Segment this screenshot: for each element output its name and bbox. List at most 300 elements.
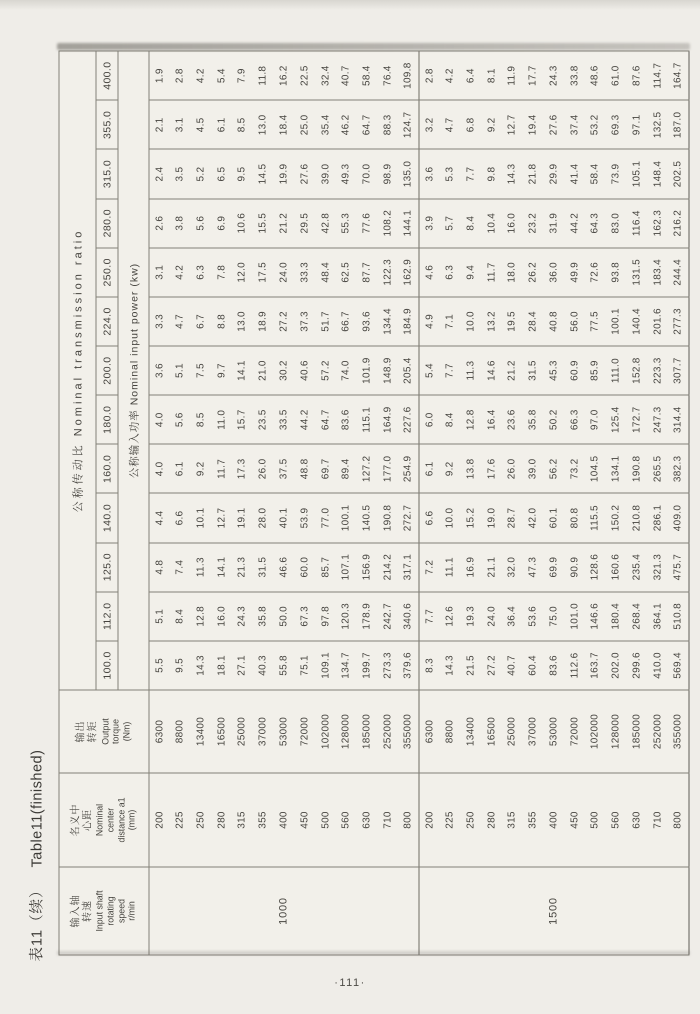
center-distance-cell: 225	[169, 773, 190, 867]
input-power-cell: 4.2	[169, 247, 190, 296]
center-distance-cell: 225	[439, 773, 460, 867]
input-power-cell: 28.0	[252, 493, 273, 542]
input-power-cell: 273.3	[377, 640, 398, 689]
input-power-cell: 2.4	[149, 149, 170, 198]
input-power-cell: 199.7	[356, 640, 377, 689]
input-power-cell: 72.6	[585, 247, 606, 296]
input-power-cell: 144.1	[398, 198, 419, 247]
input-power-cell: 242.7	[377, 591, 398, 640]
table-row	[356, 51, 377, 955]
table-row	[502, 51, 523, 955]
input-power-cell: 111.0	[605, 346, 626, 395]
table-row	[543, 51, 564, 955]
input-power-cell: 97.0	[585, 395, 606, 444]
ratio-group-header-en: Nominal transmission ratio	[72, 228, 84, 436]
input-power-cell: 14.1	[232, 346, 253, 395]
header-line: Input shaft	[94, 889, 105, 932]
input-power-cell: 104.5	[585, 444, 606, 493]
output-torque-cell: 185000	[626, 690, 647, 773]
input-power-cell: 12.6	[439, 591, 460, 640]
input-power-cell: 18.0	[502, 247, 523, 296]
input-power-cell: 101.9	[356, 346, 377, 395]
center-distance-cell: 450	[564, 773, 585, 867]
input-power-cell: 35.8	[522, 395, 543, 444]
power-group-header-en: Nominal input power (kw)	[127, 262, 140, 405]
input-power-cell: 277.3	[668, 296, 689, 345]
input-power-cell: 4.7	[169, 296, 190, 345]
input-power-cell: 66.7	[335, 296, 356, 345]
input-power-cell: 2.1	[149, 100, 170, 149]
input-power-cell: 6.6	[418, 493, 439, 542]
input-power-cell: 23.2	[522, 198, 543, 247]
output-torque-cell: 13400	[190, 690, 211, 773]
input-power-cell: 247.3	[647, 395, 668, 444]
center-distance-cell: 800	[398, 773, 419, 867]
input-power-cell: 18.1	[211, 640, 232, 689]
input-power-cell: 19.5	[502, 296, 523, 345]
center-distance-cell: 630	[626, 773, 647, 867]
input-power-cell: 10.4	[481, 198, 502, 247]
output-torque-cell: 8800	[169, 690, 190, 773]
input-power-cell: 60.9	[564, 346, 585, 395]
input-power-cell: 24.0	[273, 247, 294, 296]
input-power-cell: 7.7	[439, 346, 460, 395]
input-power-cell: 124.7	[398, 100, 419, 149]
input-power-cell: 13.0	[252, 100, 273, 149]
input-power-cell: 134.4	[377, 296, 398, 345]
input-power-cell: 364.1	[647, 591, 668, 640]
center-distance-cell: 800	[668, 773, 689, 867]
input-power-cell: 39.0	[315, 149, 336, 198]
center-distance-cell: 450	[294, 773, 315, 867]
input-power-cell: 90.9	[564, 542, 585, 591]
center-distance-cell: 250	[190, 773, 211, 867]
center-distance-cell: 630	[356, 773, 377, 867]
input-power-cell: 9.5	[232, 149, 253, 198]
ratio-header-cell: 112.0	[96, 591, 118, 640]
input-power-cell: 31.5	[522, 346, 543, 395]
input-power-cell: 40.6	[294, 346, 315, 395]
input-power-cell: 15.5	[252, 198, 273, 247]
input-power-cell: 36.0	[543, 247, 564, 296]
input-power-cell: 4.4	[149, 493, 170, 542]
input-power-cell: 27.2	[273, 296, 294, 345]
input-power-cell: 35.4	[315, 100, 336, 149]
output-torque-cell: 355000	[668, 690, 689, 773]
input-power-cell: 24.3	[232, 591, 253, 640]
input-power-cell: 9.5	[169, 640, 190, 689]
input-power-cell: 60.0	[294, 542, 315, 591]
center-distance-cell: 315	[502, 773, 523, 867]
input-power-cell: 7.7	[418, 591, 439, 640]
input-power-cell: 162.3	[647, 198, 668, 247]
header-line: 心距	[82, 808, 94, 831]
input-power-cell: 50.0	[273, 591, 294, 640]
input-power-cell: 5.4	[211, 51, 232, 100]
input-power-cell: 183.4	[647, 247, 668, 296]
input-power-cell: 379.6	[398, 640, 419, 689]
input-power-cell: 122.3	[377, 247, 398, 296]
input-power-cell: 97.8	[315, 591, 336, 640]
input-power-cell: 254.9	[398, 444, 419, 493]
output-torque-cell: 6300	[418, 690, 439, 773]
header-line: 转速	[82, 899, 94, 922]
table-row	[398, 51, 419, 955]
table-row	[335, 51, 356, 955]
input-power-cell: 93.6	[356, 296, 377, 345]
input-power-cell: 202.0	[605, 640, 626, 689]
input-power-cell: 4.9	[418, 296, 439, 345]
table-row	[169, 51, 190, 955]
input-power-cell: 77.5	[585, 296, 606, 345]
header-row-groups	[59, 51, 96, 955]
input-power-cell: 48.8	[294, 444, 315, 493]
input-power-cell: 132.5	[647, 100, 668, 149]
center-distance-cell: 500	[585, 773, 606, 867]
caption-english: Table11(finished)	[29, 749, 45, 867]
input-power-cell: 4.7	[439, 100, 460, 149]
input-power-cell: 31.9	[543, 198, 564, 247]
input-power-cell: 268.4	[626, 591, 647, 640]
output-torque-cell: 16500	[211, 690, 232, 773]
input-power-cell: 7.7	[460, 149, 481, 198]
input-power-cell: 265.5	[647, 444, 668, 493]
input-power-cell: 8.1	[481, 51, 502, 100]
ratio-header-cell: 200.0	[96, 346, 118, 395]
input-power-cell: 32.4	[315, 51, 336, 100]
input-power-cell: 40.1	[273, 493, 294, 542]
input-power-cell: 148.9	[377, 346, 398, 395]
header-line: 输出	[75, 720, 87, 742]
input-power-cell: 8.4	[460, 198, 481, 247]
input-power-cell: 37.4	[564, 100, 585, 149]
input-power-cell: 26.0	[252, 444, 273, 493]
input-power-cell: 21.1	[481, 542, 502, 591]
input-speed-cell: 1500	[418, 867, 688, 955]
table-row	[149, 51, 170, 955]
input-power-cell: 4.0	[149, 395, 170, 444]
input-power-cell: 10.0	[439, 493, 460, 542]
input-power-cell: 87.7	[356, 247, 377, 296]
input-power-cell: 93.8	[605, 247, 626, 296]
center-distance-cell: 500	[315, 773, 336, 867]
input-power-cell: 107.1	[335, 542, 356, 591]
input-power-cell: 53.9	[294, 493, 315, 542]
input-power-cell: 53.2	[585, 100, 606, 149]
input-power-cell: 5.6	[169, 395, 190, 444]
ratio-header-cell: 355.0	[96, 100, 118, 149]
input-power-cell: 75.1	[294, 640, 315, 689]
center-distance-cell: 710	[647, 773, 668, 867]
input-power-cell: 127.2	[356, 444, 377, 493]
input-power-cell: 55.8	[273, 640, 294, 689]
input-power-cell: 6.8	[460, 100, 481, 149]
input-power-cell: 4.8	[149, 542, 170, 591]
input-power-cell: 317.1	[398, 542, 419, 591]
input-power-cell: 7.9	[232, 51, 253, 100]
input-power-cell: 4.0	[149, 444, 170, 493]
input-power-cell: 108.2	[377, 198, 398, 247]
input-power-cell: 67.3	[294, 591, 315, 640]
input-power-cell: 12.7	[502, 100, 523, 149]
input-power-cell: 4.5	[190, 100, 211, 149]
input-power-cell: 5.3	[439, 149, 460, 198]
input-power-cell: 8.5	[232, 100, 253, 149]
input-power-cell: 205.4	[398, 346, 419, 395]
input-power-cell: 18.9	[252, 296, 273, 345]
input-power-cell: 17.6	[481, 444, 502, 493]
input-power-cell: 6.5	[211, 149, 232, 198]
input-power-cell: 109.8	[398, 51, 419, 100]
input-power-cell: 27.2	[481, 640, 502, 689]
input-power-cell: 69.3	[605, 100, 626, 149]
center-distance-cell: 355	[522, 773, 543, 867]
header-line: 名义中	[69, 803, 81, 836]
header-line: center	[104, 807, 115, 832]
input-power-cell: 115.5	[585, 493, 606, 542]
input-power-cell: 5.6	[190, 198, 211, 247]
caption-chinese: 表11（续）	[29, 881, 45, 961]
input-power-cell: 36.4	[502, 591, 523, 640]
input-power-cell: 12.7	[211, 493, 232, 542]
input-power-cell: 100.1	[605, 296, 626, 345]
input-power-cell: 2.8	[418, 51, 439, 100]
output-torque-cell: 25000	[232, 690, 253, 773]
input-power-cell: 307.7	[668, 346, 689, 395]
input-power-cell: 9.4	[460, 247, 481, 296]
input-power-cell: 41.4	[564, 149, 585, 198]
input-power-cell: 73.9	[605, 149, 626, 198]
input-power-cell: 11.8	[252, 51, 273, 100]
center-distance-cell: 400	[543, 773, 564, 867]
input-power-cell: 21.2	[273, 198, 294, 247]
input-power-cell: 46.2	[335, 100, 356, 149]
input-power-cell: 201.6	[647, 296, 668, 345]
output-torque-cell: 8800	[439, 690, 460, 773]
input-power-cell: 24.3	[543, 51, 564, 100]
input-power-cell: 116.4	[626, 198, 647, 247]
input-power-cell: 37.3	[294, 296, 315, 345]
input-power-cell: 48.4	[315, 247, 336, 296]
center-distance-cell: 710	[377, 773, 398, 867]
output-torque-cell: 128000	[605, 690, 626, 773]
input-power-cell: 105.1	[626, 149, 647, 198]
input-power-cell: 40.7	[335, 51, 356, 100]
center-distance-cell: 560	[605, 773, 626, 867]
input-power-cell: 1.9	[149, 51, 170, 100]
input-power-cell: 7.4	[169, 542, 190, 591]
input-power-cell: 156.9	[356, 542, 377, 591]
input-power-cell: 14.3	[502, 149, 523, 198]
input-power-cell: 17.5	[252, 247, 273, 296]
input-power-cell: 23.6	[502, 395, 523, 444]
input-power-cell: 33.8	[564, 51, 585, 100]
output-torque-cell: 185000	[356, 690, 377, 773]
input-power-cell: 49.9	[564, 247, 585, 296]
power-group-header-zh: 公称输入功率	[127, 408, 140, 478]
table-row	[439, 51, 460, 955]
input-power-cell: 164.9	[377, 395, 398, 444]
input-power-cell: 85.9	[585, 346, 606, 395]
input-power-cell: 21.3	[232, 542, 253, 591]
header-line: 转矩	[87, 720, 99, 742]
input-power-cell: 33.3	[294, 247, 315, 296]
input-power-cell: 85.7	[315, 542, 336, 591]
input-power-cell: 15.2	[460, 493, 481, 542]
input-power-cell: 3.9	[418, 198, 439, 247]
input-power-cell: 410.0	[647, 640, 668, 689]
input-power-cell: 32.0	[502, 542, 523, 591]
input-power-cell: 60.1	[543, 493, 564, 542]
input-power-cell: 42.0	[522, 493, 543, 542]
input-power-cell: 3.6	[149, 346, 170, 395]
ratio-header-cell: 180.0	[96, 395, 118, 444]
input-power-cell: 70.0	[356, 149, 377, 198]
input-power-cell: 6.6	[169, 493, 190, 542]
input-power-cell: 53.6	[522, 591, 543, 640]
input-power-cell: 74.0	[335, 346, 356, 395]
input-power-cell: 4.2	[190, 51, 211, 100]
header-line: Output	[99, 717, 110, 745]
input-power-cell: 15.7	[232, 395, 253, 444]
input-power-cell: 7.5	[190, 346, 211, 395]
input-power-cell: 8.8	[211, 296, 232, 345]
input-power-cell: 109.1	[315, 640, 336, 689]
input-power-cell: 4.2	[439, 51, 460, 100]
input-power-cell: 6.0	[418, 395, 439, 444]
output-torque-column-header	[59, 690, 149, 773]
input-power-cell: 61.0	[605, 51, 626, 100]
input-power-cell: 11.7	[481, 247, 502, 296]
input-power-cell: 180.4	[605, 591, 626, 640]
input-power-cell: 88.3	[377, 100, 398, 149]
table-row	[377, 51, 398, 955]
input-power-cell: 47.3	[522, 542, 543, 591]
center-distance-cell: 200	[418, 773, 439, 867]
center-distance-column-header	[59, 773, 149, 867]
input-power-cell: 214.2	[377, 542, 398, 591]
input-power-cell: 128.6	[585, 542, 606, 591]
input-power-cell: 148.4	[647, 149, 668, 198]
input-power-cell: 21.0	[252, 346, 273, 395]
input-power-cell: 45.3	[543, 346, 564, 395]
input-power-cell: 3.6	[418, 149, 439, 198]
input-power-cell: 14.3	[190, 640, 211, 689]
input-power-cell: 272.7	[398, 493, 419, 542]
output-torque-cell: 102000	[315, 690, 336, 773]
table-row	[605, 51, 626, 955]
input-power-cell: 29.9	[543, 149, 564, 198]
input-power-cell: 6.9	[211, 198, 232, 247]
input-power-cell: 23.5	[252, 395, 273, 444]
input-power-cell: 39.0	[522, 444, 543, 493]
input-power-cell: 299.6	[626, 640, 647, 689]
table-body	[149, 51, 689, 955]
output-torque-cell: 252000	[377, 690, 398, 773]
input-power-cell: 62.5	[335, 247, 356, 296]
input-power-cell: 187.0	[668, 100, 689, 149]
input-power-cell: 286.1	[647, 493, 668, 542]
input-power-cell: 28.4	[522, 296, 543, 345]
input-power-cell: 76.4	[377, 51, 398, 100]
input-power-cell: 48.6	[585, 51, 606, 100]
header-line: rotating	[104, 895, 115, 926]
center-distance-cell: 250	[460, 773, 481, 867]
input-power-cell: 12.8	[190, 591, 211, 640]
input-power-cell: 16.4	[481, 395, 502, 444]
input-power-cell: 17.3	[232, 444, 253, 493]
input-power-cell: 112.6	[564, 640, 585, 689]
input-power-cell: 16.0	[502, 198, 523, 247]
input-power-cell: 19.0	[481, 493, 502, 542]
input-power-cell: 28.7	[502, 493, 523, 542]
input-power-cell: 6.7	[190, 296, 211, 345]
input-power-cell: 163.7	[585, 640, 606, 689]
input-power-cell: 40.8	[543, 296, 564, 345]
output-torque-cell: 53000	[273, 690, 294, 773]
input-power-cell: 6.3	[190, 247, 211, 296]
header-line: speed	[115, 898, 126, 923]
input-power-cell: 27.1	[232, 640, 253, 689]
input-power-cell: 216.2	[668, 198, 689, 247]
input-power-cell: 510.8	[668, 591, 689, 640]
input-power-cell: 6.3	[439, 247, 460, 296]
input-power-cell: 58.4	[585, 149, 606, 198]
input-power-cell: 164.7	[668, 51, 689, 100]
input-power-cell: 14.1	[211, 542, 232, 591]
table-row	[647, 51, 668, 955]
input-power-cell: 11.9	[502, 51, 523, 100]
output-torque-cell: 13400	[460, 690, 481, 773]
header-line: torque	[110, 718, 121, 744]
input-power-cell: 17.7	[522, 51, 543, 100]
input-power-cell: 177.0	[377, 444, 398, 493]
input-power-cell: 40.7	[502, 640, 523, 689]
input-power-cell: 125.4	[605, 395, 626, 444]
table-caption	[25, 749, 46, 961]
output-torque-cell: 102000	[585, 690, 606, 773]
center-distance-cell: 280	[211, 773, 232, 867]
header-line: 输入轴	[69, 894, 81, 927]
input-power-cell: 178.9	[356, 591, 377, 640]
input-power-cell: 11.3	[190, 542, 211, 591]
input-power-cell: 4.6	[418, 247, 439, 296]
input-power-cell: 5.1	[169, 346, 190, 395]
input-power-cell: 22.5	[294, 51, 315, 100]
input-power-cell: 140.4	[626, 296, 647, 345]
table-row	[522, 51, 543, 955]
input-power-cell: 16.2	[273, 51, 294, 100]
output-torque-cell: 16500	[481, 690, 502, 773]
transmission-ratio-table	[58, 50, 689, 955]
input-power-cell: 150.2	[605, 493, 626, 542]
input-power-cell: 56.2	[543, 444, 564, 493]
input-power-cell: 11.1	[439, 542, 460, 591]
table-row	[273, 51, 294, 955]
page-number: ·111·	[334, 977, 366, 989]
header-line: Nominal	[94, 803, 105, 836]
input-power-cell: 146.6	[585, 591, 606, 640]
input-power-cell: 21.8	[522, 149, 543, 198]
header-line: r/min	[126, 900, 137, 921]
input-power-cell: 13.0	[232, 296, 253, 345]
input-power-cell: 35.8	[252, 591, 273, 640]
ratio-header-cell: 125.0	[96, 542, 118, 591]
input-power-cell: 9.2	[481, 100, 502, 149]
input-power-cell: 3.3	[149, 296, 170, 345]
input-power-cell: 89.4	[335, 444, 356, 493]
table-row	[232, 51, 253, 955]
